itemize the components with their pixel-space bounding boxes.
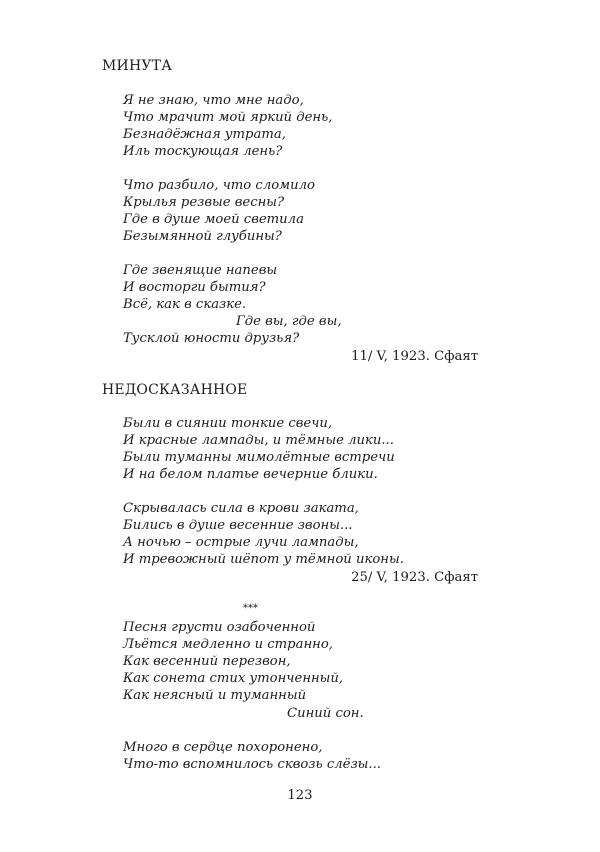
section-separator-stars: ***	[243, 603, 258, 614]
poem-line: Были в сиянии тонкие свечи,	[123, 416, 333, 431]
poem-line: Как неясный и туманный	[123, 688, 307, 703]
poem-line: Что разбило, что сломило	[123, 178, 315, 193]
poem-line: Были туманны мимолётные встречи	[123, 450, 395, 465]
poem-line: И тревожный шёпот у тёмной иконы.	[123, 552, 404, 567]
poem-line-indented: Где вы, где вы,	[236, 314, 342, 329]
page-number: 123	[287, 788, 313, 803]
poem-line: Я не знаю, что мне надо,	[123, 93, 304, 108]
poem-line: Безнадёжная утрата,	[123, 127, 286, 142]
poem-line: Как сонета стих утонченный,	[123, 671, 344, 686]
poem-line: Как весенний перезвон,	[123, 654, 291, 669]
poem-line: И на белом платье вечерние блики.	[123, 467, 378, 482]
poem-line: Что-то вспомнилось сквозь слёзы...	[123, 757, 381, 772]
poem-line: Безымянной глубины?	[123, 229, 282, 244]
poem-line: И восторги бытия?	[123, 280, 266, 295]
poem-line: Всё, как в сказке.	[123, 297, 247, 312]
poem-line: Много в сердце похоронено,	[123, 740, 323, 755]
poem-date: 25/ V, 1923. Сфаят	[351, 570, 478, 585]
poem-line: Иль тоскующая лень?	[123, 144, 283, 159]
poem-line: Тусклой юности друзья?	[123, 331, 300, 346]
poem-line: Песня грусти озабоченной	[123, 620, 316, 635]
poem-line: Где в душе моей светила	[123, 212, 304, 227]
poem-date: 11/ V, 1923. Сфаят	[351, 349, 478, 364]
poem-line: Что мрачит мой яркий день,	[123, 110, 333, 125]
poem-title-nedoskazannoe: НЕДОСКАЗАННОЕ	[102, 382, 248, 398]
poem-line: Крылья резвые весны?	[123, 195, 285, 210]
poem-line: И красные лампады, и тёмные лики...	[123, 433, 394, 448]
poem-title-minuta: МИНУТА	[102, 58, 173, 74]
poem-line: Льётся медленно и странно,	[123, 637, 333, 652]
poem-line-indented: Синий сон.	[287, 706, 364, 721]
poem-line: Бились в душе весенние звоны...	[123, 518, 353, 533]
poem-line: Скрывалась сила в крови заката,	[123, 501, 359, 516]
poem-line: Где звенящие напевы	[123, 263, 278, 278]
poem-line: А ночью – острые лучи лампады,	[123, 535, 359, 550]
